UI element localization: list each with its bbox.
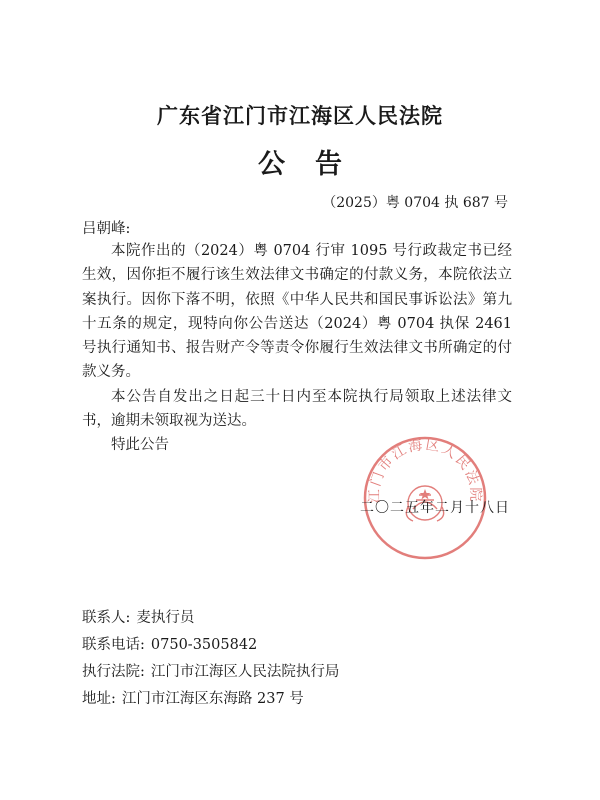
executing-court xyxy=(82,660,339,681)
contact-phone xyxy=(82,633,257,654)
court-address xyxy=(82,687,304,708)
seal-text: 江门市江海区人民法院 xyxy=(366,436,484,504)
court-address-value: 江门市江海区东海路 237 号 xyxy=(121,691,304,707)
addressee: 吕朝峰: xyxy=(82,221,131,237)
notice-body xyxy=(82,239,512,458)
body-paragraph-3: 特此公告 xyxy=(111,437,169,454)
document-title: 公告 xyxy=(258,149,372,180)
contact-person-label: 联系人: xyxy=(82,610,131,626)
case-number: （2025）粤 0704 执 687 号 xyxy=(322,195,508,211)
issue-date: 二〇二五年二月十八日 xyxy=(360,500,510,516)
body-paragraph-1: 本院作出的（2024）粤 0704 行审 1095 号行政裁定书已经生效，因你拒不履行该生效法律文书确定的付款义务，本院依法立案执行。因你下落不明，依照《中华人民共和国民事诉讼法》第九十五条的规定，现特向你公告送达（2024）粤 0704 执保 2461 号执行通知书、报告财产令等责令你履行生效法律文书所确定的付款义务。 xyxy=(82,243,512,381)
contact-phone-label: 联系电话: xyxy=(82,637,145,653)
contact-person-value: 麦执行员 xyxy=(136,610,195,626)
executing-court-label: 执行法院: xyxy=(82,664,145,680)
contact-person xyxy=(82,606,194,627)
court-address-label: 地址: xyxy=(82,691,116,707)
body-paragraph-2: 本公告自发出之日起三十日内至本院执行局领取上述法律文书，逾期未领取视为送达。 xyxy=(82,388,512,430)
executing-court-value: 江门市江海区人民法院执行局 xyxy=(150,664,340,680)
contact-phone-value: 0750-3505842 xyxy=(150,637,258,653)
court-name: 广东省江门市江海区人民法院 xyxy=(157,103,443,128)
